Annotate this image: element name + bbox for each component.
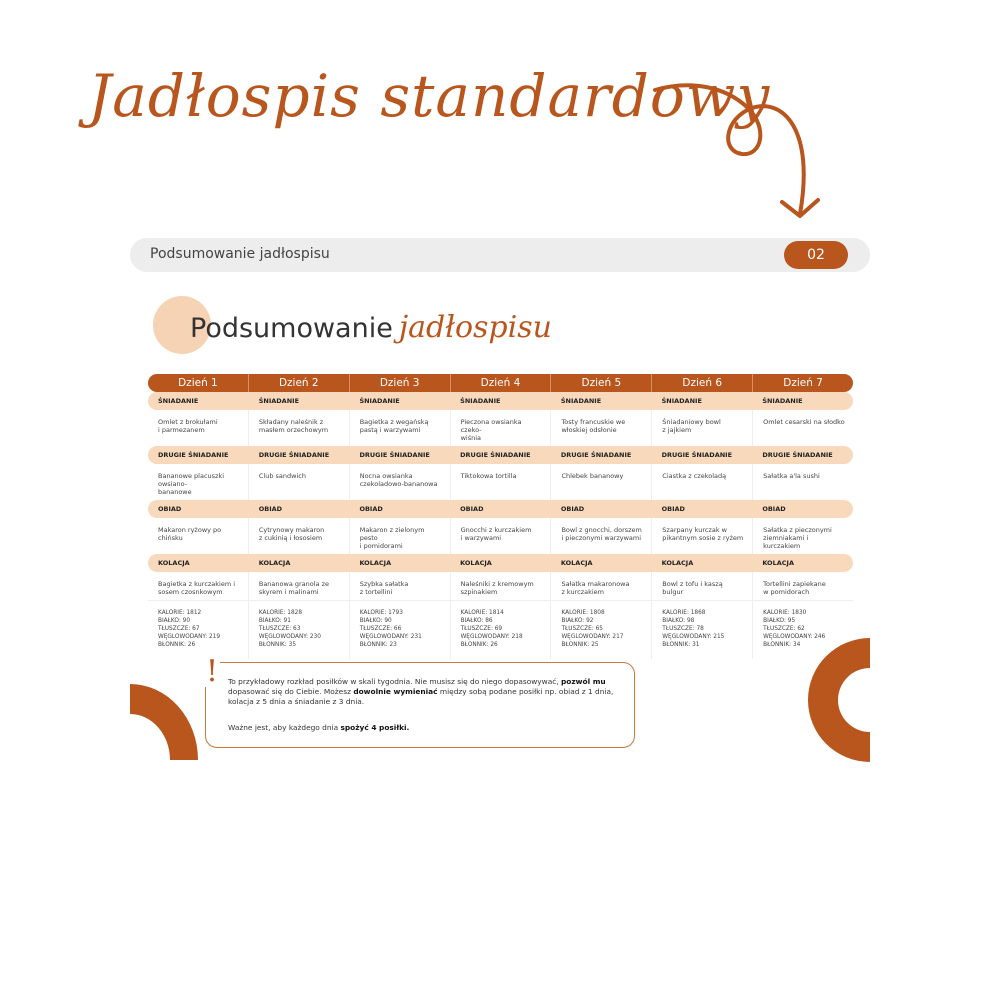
dish-line: z tortellini: [359, 588, 393, 596]
dish-cell: [752, 572, 853, 600]
dish-line: czekoladowo-bananowa: [359, 480, 438, 488]
dish-cell: [148, 572, 248, 600]
dish-line: szpinakiem: [460, 588, 498, 596]
section-label: Podsumowanie jadłospisu: [150, 246, 330, 262]
dish-line: Makaron ryżowy po: [158, 526, 222, 534]
dish-row: [148, 464, 853, 500]
dish-line: pastą i warzywami: [359, 426, 421, 434]
meal-label: OBIAD: [158, 505, 182, 513]
dish-row: [148, 410, 853, 446]
dish-cell: [349, 518, 450, 554]
day-header: Dzień 3: [349, 374, 450, 392]
meal-label-row: [148, 446, 853, 464]
meal-label: KOLACJA: [661, 559, 694, 567]
nutrition-cell: [148, 601, 248, 659]
dish-cell: [148, 464, 248, 500]
note-text-secondary: [228, 723, 409, 732]
summary-title-plain: Podsumowanie: [190, 313, 393, 344]
dish-cell: [550, 518, 651, 554]
dish-line: sosem czosnkowym: [158, 588, 223, 596]
dish-cell: [550, 464, 651, 500]
nutrition-line: WĘGLOWODANY: 215: [662, 634, 725, 640]
nutrition-line: BŁONNIK: 26: [460, 642, 498, 648]
meal-label: DRUGIE ŚNIADANIE: [460, 451, 531, 459]
dish-line: wiśnia: [460, 434, 481, 442]
note-text: To przykładowy rozkład posiłków w skali tygodnia. Nie musisz się do niego dopasowywać,: [228, 677, 562, 686]
dish-cell: [148, 410, 248, 446]
day-header: Dzień 7: [752, 374, 853, 392]
meal-label: KOLACJA: [359, 559, 392, 567]
meal-label: KOLACJA: [560, 559, 593, 567]
dish-line: Pieczona owsianka czeko-: [460, 418, 522, 434]
dish-cell: [450, 464, 551, 500]
meal-label: ŚNIADANIE: [460, 397, 501, 405]
nutrition-cell: [349, 601, 450, 659]
dish-cell: [248, 572, 349, 600]
dish-cell: [349, 410, 450, 446]
dish-cell: [550, 572, 651, 600]
meal-label: KOLACJA: [158, 559, 190, 567]
nutrition-line: WĘGLOWODANY: 219: [158, 634, 221, 640]
dish-line: i warzywami: [460, 534, 502, 542]
dish-line: Bananowe placuszki owsiano-: [158, 472, 224, 488]
meal-plan-table: [148, 374, 853, 659]
dish-line: Szarpany kurczak w: [662, 526, 727, 534]
dish-cell: [450, 518, 551, 554]
dish-line: i parmezanem: [158, 426, 205, 434]
dish-line: włoskiej odsłonie: [561, 426, 617, 434]
nutrition-line: TŁUSZCZE: 65: [561, 626, 603, 632]
nutrition-line: WĘGLOWODANY: 246: [763, 634, 826, 640]
nutrition-line: WĘGLOWODANY: 217: [561, 634, 624, 640]
nutrition-row: [148, 600, 853, 659]
meal-label-row: [148, 500, 853, 518]
nutrition-line: TŁUSZCZE: 62: [763, 626, 805, 632]
dish-line: Cytrynowy makaron: [258, 526, 325, 534]
dish-line: bananowe: [158, 488, 192, 496]
note-bold-text: spożyć 4 posiłki.: [340, 723, 410, 732]
nutrition-line: KALORIE: 1808: [561, 610, 605, 616]
dish-line: z kurczakiem: [561, 588, 604, 596]
nutrition-cell: [450, 601, 551, 659]
meal-label: ŚNIADANIE: [560, 397, 602, 405]
dish-line: Nocna owsianka: [359, 472, 413, 480]
nutrition-cell: [550, 601, 651, 659]
info-note-box: [205, 662, 635, 748]
dish-row: [148, 518, 853, 554]
nutrition-line: BIAŁKO: 95: [763, 618, 796, 624]
page-number-badge: 02: [784, 241, 848, 269]
meal-label: OBIAD: [661, 505, 685, 513]
nutrition-line: BŁONNIK: 35: [258, 642, 297, 648]
note-text: dopasować się do Ciebie. Możesz: [228, 687, 354, 696]
dish-cell: [248, 410, 349, 446]
note-text-main: [228, 677, 623, 707]
dish-line: Naleśniki z kremowym: [460, 580, 534, 588]
dish-line: z cukinią i łososiem: [258, 534, 323, 542]
nutrition-line: KALORIE: 1812: [158, 610, 202, 616]
meal-label: DRUGIE ŚNIADANIE: [560, 451, 632, 459]
nutrition-line: BŁONNIK: 23: [359, 642, 397, 648]
nutrition-line: BŁONNIK: 34: [763, 642, 801, 648]
nutrition-line: BIAŁKO: 90: [359, 618, 392, 624]
meal-label: DRUGIE ŚNIADANIE: [762, 451, 833, 459]
meal-label: DRUGIE ŚNIADANIE: [661, 451, 733, 459]
meal-label: OBIAD: [460, 505, 484, 513]
nutrition-line: WĘGLOWODANY: 231: [359, 634, 422, 640]
dish-line: Omlet z brokułami: [158, 418, 218, 426]
summary-title-script: jadłospisu: [398, 310, 552, 345]
curly-arrow-icon: [650, 78, 830, 228]
summary-title: [190, 310, 552, 345]
dish-cell: [651, 572, 752, 600]
section-header-bar: [130, 238, 870, 272]
dish-line: masłem orzechowym: [258, 426, 329, 434]
note-bold-text: dowolnie wymieniać: [353, 687, 438, 696]
half-ring-decoration: [798, 638, 870, 762]
dish-line: w pomidorach: [763, 588, 810, 596]
nutrition-line: WĘGLOWODANY: 230: [258, 634, 321, 640]
nutrition-line: BIAŁKO: 92: [561, 618, 594, 624]
dish-cell: [752, 464, 853, 500]
dish-line: Tosty francuskie we: [561, 418, 626, 426]
dish-line: Bagietka z kurczakiem i: [158, 580, 236, 588]
dish-line: Szybka sałatka: [359, 580, 409, 588]
dish-cell: [148, 518, 248, 554]
nutrition-cell: [651, 601, 752, 659]
dish-line: Club sandwich: [258, 472, 306, 480]
dish-line: Sałatka a'la sushi: [763, 472, 820, 480]
dish-line: Bananowa granola ze: [258, 580, 330, 588]
dish-line: Śniadaniowy bowl: [662, 418, 721, 426]
note-bold-text: pozwól mu: [561, 677, 606, 686]
nutrition-line: TŁUSZCZE: 67: [158, 626, 200, 632]
nutrition-line: BŁONNIK: 31: [662, 642, 700, 648]
note-text: Ważne jest, aby każdego dnia: [228, 723, 341, 732]
nutrition-line: KALORIE: 1828: [258, 610, 303, 616]
meal-label: OBIAD: [762, 505, 786, 513]
nutrition-line: TŁUSZCZE: 78: [662, 626, 704, 632]
meal-label: OBIAD: [560, 505, 585, 513]
dish-cell: [248, 464, 349, 500]
meal-label: OBIAD: [258, 505, 283, 513]
dish-line: chińsku: [158, 534, 183, 542]
dish-cell: [450, 410, 551, 446]
dish-line: Tiktokowa tortilla: [460, 472, 517, 480]
nutrition-line: BŁONNIK: 25: [561, 642, 599, 648]
meal-label: ŚNIADANIE: [661, 397, 702, 405]
dish-line: Omlet cesarski na słodko: [763, 418, 845, 426]
nutrition-line: KALORIE: 1868: [662, 610, 706, 616]
meal-label: ŚNIADANIE: [158, 397, 199, 405]
nutrition-line: BŁONNIK: 26: [158, 642, 196, 648]
day-header-row: [148, 374, 853, 392]
meal-label-row: [148, 554, 853, 572]
note-text: między sobą podane posiłki np. obiad z 1 dnia, kolacja z 5 dnia a śniadanie z 3 dnia.: [228, 687, 614, 706]
dish-line: Bagietka z wegańską: [359, 418, 429, 426]
page-title: Jadłospis standardowy: [88, 62, 771, 130]
dish-cell: [651, 410, 752, 446]
meal-label: ŚNIADANIE: [359, 397, 400, 405]
dish-line: Ciastka z czekoladą: [662, 472, 727, 480]
dish-cell: [450, 572, 551, 600]
day-header: Dzień 5: [550, 374, 651, 392]
meal-label: KOLACJA: [258, 559, 291, 567]
meal-label: ŚNIADANIE: [762, 397, 803, 405]
meal-label-row: [148, 392, 853, 410]
dish-cell: [651, 464, 752, 500]
nutrition-cell: [248, 601, 349, 659]
nutrition-line: BIAŁKO: 90: [158, 618, 191, 624]
dish-line: Gnocchi z kurczakiem: [460, 526, 532, 534]
dish-line: i pieczonymi warzywami: [561, 534, 642, 542]
meal-label: DRUGIE ŚNIADANIE: [158, 451, 229, 459]
dish-row: [148, 572, 853, 600]
dish-cell: [349, 572, 450, 600]
meal-label: DRUGIE ŚNIADANIE: [258, 451, 330, 459]
meal-label: KOLACJA: [460, 559, 492, 567]
dish-cell: [651, 518, 752, 554]
meal-label: ŚNIADANIE: [258, 397, 300, 405]
dish-line: Tortellini zapiekane: [763, 580, 826, 588]
dish-line: Bowl z gnocchi, dorszem: [561, 526, 642, 534]
dish-cell: [349, 464, 450, 500]
nutrition-line: KALORIE: 1793: [359, 610, 403, 616]
quarter-circle-decoration: [130, 684, 200, 762]
exclamation-icon: !: [206, 654, 219, 689]
nutrition-line: KALORIE: 1830: [763, 610, 807, 616]
day-header: Dzień 4: [450, 374, 551, 392]
dish-line: Chlebek bananowy: [561, 472, 624, 480]
nutrition-line: TŁUSZCZE: 66: [359, 626, 402, 632]
meal-label: DRUGIE ŚNIADANIE: [359, 451, 430, 459]
nutrition-line: BIAŁKO: 86: [460, 618, 493, 624]
dish-line: Sałatka makaronowa: [561, 580, 630, 588]
nutrition-line: KALORIE: 1814: [460, 610, 504, 616]
dish-line: pikantnym sosie z ryżem: [662, 534, 744, 542]
dish-line: Makaron z zielonym pesto: [359, 526, 425, 542]
dish-line: ziemniakami i kurczakiem: [763, 534, 809, 550]
dish-line: skyrem i malinami: [258, 588, 319, 596]
meal-label: KOLACJA: [762, 559, 794, 567]
dish-line: Bowl z tofu i kaszą bulgur: [662, 580, 723, 596]
dish-cell: [752, 410, 853, 446]
dish-cell: [752, 518, 853, 554]
day-header: Dzień 6: [651, 374, 752, 392]
dish-cell: [248, 518, 349, 554]
dish-line: i pomidorami: [359, 542, 403, 550]
nutrition-line: TŁUSZCZE: 69: [460, 626, 503, 632]
day-header: Dzień 2: [248, 374, 349, 392]
dish-line: Sałatka z pieczonymi: [763, 526, 832, 534]
dish-cell: [550, 410, 651, 446]
nutrition-line: TŁUSZCZE: 63: [258, 626, 301, 632]
meal-label: OBIAD: [359, 505, 383, 513]
dish-line: z jajkiem: [662, 426, 692, 434]
nutrition-line: BIAŁKO: 91: [258, 618, 291, 624]
day-header: Dzień 1: [178, 377, 218, 389]
nutrition-line: BIAŁKO: 98: [662, 618, 695, 624]
dish-line: Składany naleśnik z: [258, 418, 324, 426]
nutrition-line: WĘGLOWODANY: 218: [460, 634, 523, 640]
